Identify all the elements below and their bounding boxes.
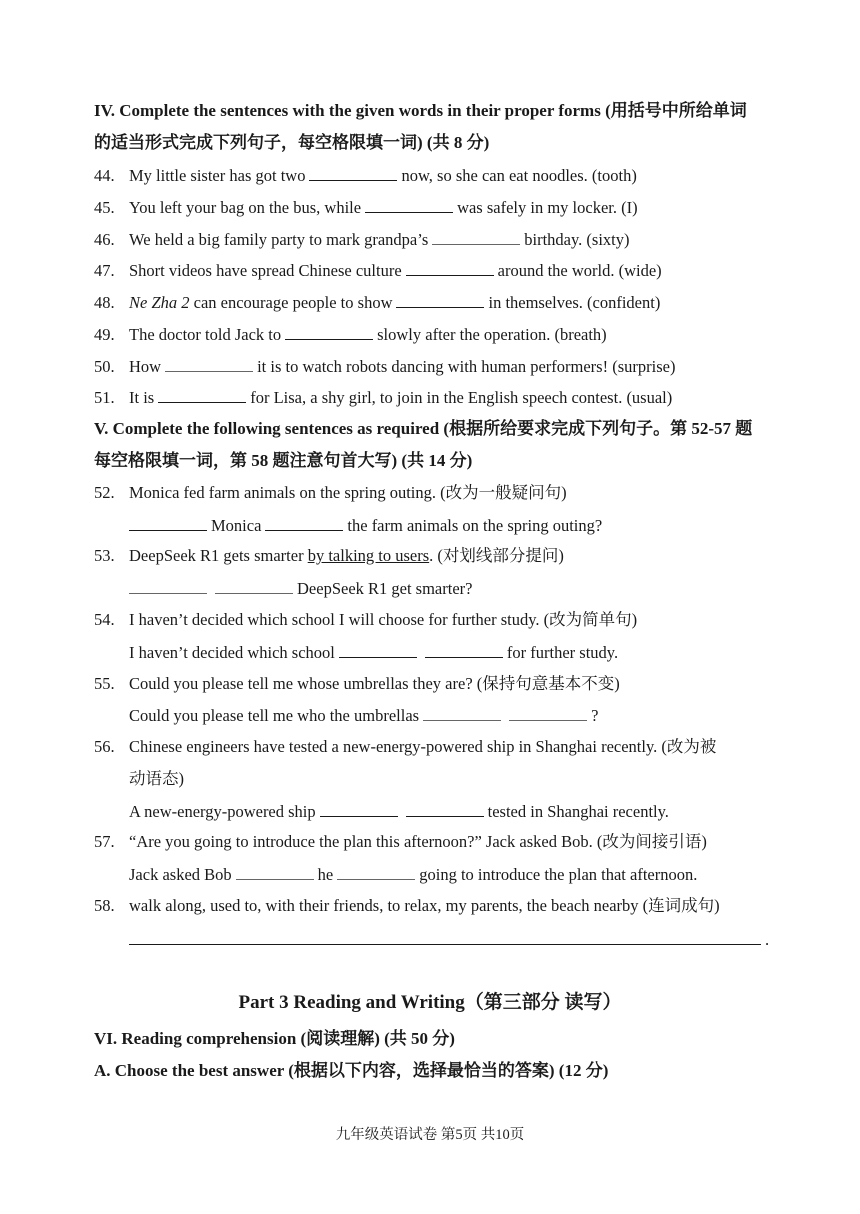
question-50 — [94, 356, 675, 377]
question-text: DeepSeek R1 gets smarter — [129, 546, 308, 565]
section-a-title: A. Choose the best answer (根据以下内容，选择最恰当的答案) (12 分) — [94, 1061, 609, 1080]
answer-blank[interactable] — [432, 229, 520, 245]
underlined-phrase: by talking to users — [307, 546, 430, 565]
question-text: slowly after the operation. (breath) — [377, 325, 607, 344]
answer-blank[interactable] — [425, 642, 503, 658]
page-footer: 九年级英语试卷 第5页 共10页 — [335, 1127, 525, 1143]
answer-blank[interactable] — [285, 324, 373, 340]
answer-line-58 — [129, 929, 769, 950]
question-number: 47. — [94, 261, 115, 280]
question-text: was safely in my locker. (I) — [457, 198, 638, 217]
question-number: 54. — [94, 610, 115, 629]
question-49 — [94, 324, 607, 345]
question-text: Monica fed farm animals on the spring outing. (改为一般疑问句) — [129, 483, 567, 502]
question-number: 52. — [94, 483, 115, 502]
question-45 — [94, 197, 638, 218]
question-text: in themselves. (confident) — [488, 293, 661, 312]
answer-text: ? — [591, 706, 599, 725]
answer-text: I haven’t decided which school — [129, 643, 335, 662]
answer-text: Could you please tell me who the umbrellas — [129, 706, 420, 725]
question-text: Chinese engineers have tested a new-energy-powered ship in Shanghai recently. (改为被 — [129, 737, 717, 756]
question-text: around the world. (wide) — [497, 261, 662, 280]
part-3-heading: Part 3 Reading and Writing（第三部分 读写） — [238, 992, 622, 1013]
question-text: now, so she can eat noodles. (tooth) — [401, 166, 637, 185]
answer-text: the farm animals on the spring outing? — [347, 516, 603, 535]
question-number: 49. — [94, 325, 115, 344]
answer-text: for further study. — [506, 643, 619, 662]
question-text: The doctor told Jack to — [129, 325, 282, 344]
question-47 — [94, 260, 662, 281]
question-text: can encourage people to show — [193, 293, 393, 312]
question-48 — [94, 292, 660, 313]
section-5-title-cont: 每空格限填一词，第 58 题注意句首大写) (共 14 分) — [94, 451, 473, 470]
question-text: Short videos have spread Chinese culture — [129, 261, 402, 280]
question-number: 46. — [94, 230, 115, 249]
question-text: How — [129, 357, 162, 376]
question-number: 45. — [94, 198, 115, 217]
question-number: 53. — [94, 546, 115, 565]
question-text: My little sister has got two — [129, 166, 306, 185]
question-text: it is to watch robots dancing with human performers! (surprise) — [257, 357, 676, 376]
question-number: 50. — [94, 357, 115, 376]
answer-blank[interactable] — [129, 578, 207, 594]
question-53 — [94, 546, 564, 566]
question-number: 57. — [94, 832, 115, 851]
answer-blank[interactable] — [158, 387, 246, 403]
question-58 — [94, 896, 720, 916]
question-text: “Are you going to introduce the plan this afternoon?” Jack asked Bob. (改为间接引语) — [129, 832, 707, 851]
answer-blank[interactable] — [129, 515, 207, 531]
question-56 — [94, 737, 716, 757]
answer-text: . — [765, 930, 770, 949]
answer-line-54 — [129, 642, 618, 663]
answer-blank[interactable] — [406, 801, 484, 817]
answer-text: going to introduce the plan that afternoon. — [419, 865, 698, 884]
answer-blank[interactable] — [509, 705, 587, 721]
answer-blank[interactable] — [215, 578, 293, 594]
question-56-cont: 动语态) — [129, 769, 184, 788]
answer-blank[interactable] — [236, 864, 314, 880]
answer-blank[interactable] — [365, 197, 453, 213]
question-text: We held a big family party to mark grandpa’s — [129, 230, 429, 249]
question-number: 51. — [94, 388, 115, 407]
section-4-title: IV. Complete the sentences with the given words in their proper forms (用括号中所给单词 — [94, 101, 747, 120]
answer-blank[interactable] — [320, 801, 398, 817]
section-5-title: V. Complete the following sentences as required (根据所给要求完成下列句子。第 52-57 题 — [94, 419, 753, 438]
question-text: for Lisa, a shy girl, to join in the English speech contest. (usual) — [250, 388, 673, 407]
answer-blank[interactable] — [165, 356, 253, 372]
answer-text: Monica — [211, 516, 262, 535]
answer-blank[interactable] — [129, 929, 761, 945]
answer-text: Jack asked Bob — [129, 865, 232, 884]
question-number: 55. — [94, 674, 115, 693]
answer-text: he — [317, 865, 334, 884]
question-number: 58. — [94, 896, 115, 915]
question-text: I haven’t decided which school I will choose for further study. (改为简单句) — [129, 610, 638, 629]
question-number: 48. — [94, 293, 115, 312]
question-text: walk along, used to, with their friends, to relax, my parents, the beach nearby (连词成句) — [129, 896, 720, 915]
answer-blank[interactable] — [423, 705, 501, 721]
question-text: It is — [129, 388, 155, 407]
question-number: 56. — [94, 737, 115, 756]
answer-text: A new-energy-powered ship — [129, 802, 316, 821]
section-6-title: VI. Reading comprehension (阅读理解) (共 50 分) — [94, 1029, 455, 1048]
question-55 — [94, 674, 620, 694]
answer-blank[interactable] — [337, 864, 415, 880]
question-text: . (对划线部分提问) — [429, 546, 564, 565]
answer-line-56 — [129, 801, 669, 822]
answer-blank[interactable] — [406, 260, 494, 276]
answer-blank[interactable] — [339, 642, 417, 658]
question-57 — [94, 832, 707, 852]
answer-line-55 — [129, 705, 598, 726]
question-number: 44. — [94, 166, 115, 185]
answer-text: tested in Shanghai recently. — [487, 802, 669, 821]
answer-blank[interactable] — [265, 515, 343, 531]
section-4-title-cont: 的适当形式完成下列句子，每空格限填一词) (共 8 分) — [94, 133, 490, 152]
question-46 — [94, 229, 630, 250]
answer-blank[interactable] — [396, 292, 484, 308]
movie-title: Ne Zha 2 — [129, 293, 190, 312]
answer-text: DeepSeek R1 get smarter? — [297, 579, 473, 598]
answer-line-53 — [129, 578, 472, 599]
question-text: Could you please tell me whose umbrellas they are? (保持句意基本不变) — [129, 674, 620, 693]
answer-blank[interactable] — [309, 165, 397, 181]
question-51 — [94, 387, 672, 408]
question-44 — [94, 165, 637, 186]
question-54 — [94, 610, 637, 630]
answer-line-52 — [129, 515, 602, 536]
answer-line-57 — [129, 864, 697, 885]
question-text: You left your bag on the bus, while — [129, 198, 362, 217]
question-text: birthday. (sixty) — [524, 230, 630, 249]
question-52 — [94, 483, 567, 503]
